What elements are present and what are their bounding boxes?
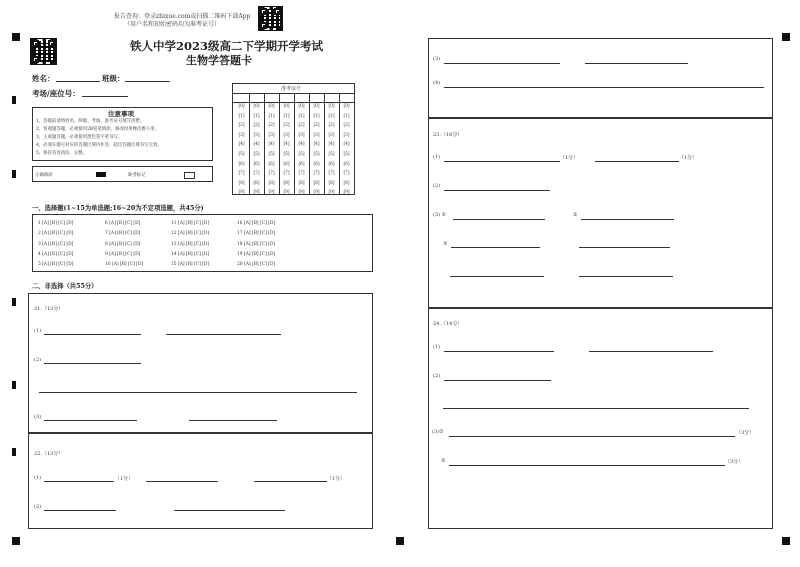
answer-line[interactable] — [579, 247, 670, 248]
section1-title: 一、选择题(1~15为单选题;16~20为不定项选题，共45分) — [32, 205, 204, 212]
ticket-digit-bubble[interactable]: [7] — [313, 171, 320, 177]
ticket-digit-bubble[interactable]: [4] — [298, 142, 305, 148]
absent-mark-label: 缺考标记 — [128, 173, 146, 178]
q24-score: （3分） — [725, 459, 744, 465]
exam-subtitle: 生物学答题卡 — [186, 54, 252, 67]
answer-line[interactable] — [444, 161, 560, 162]
ticket-digit-bubble[interactable]: [6] — [253, 161, 260, 167]
ticket-digit-bubble[interactable]: [8] — [313, 180, 320, 186]
answer-line[interactable] — [449, 436, 735, 437]
q23-part3: (3) ① — [433, 212, 447, 218]
answer-line[interactable] — [44, 420, 137, 421]
q24-answer-box — [428, 308, 773, 529]
ticket-digit-bubble[interactable]: [6] — [328, 161, 335, 167]
answer-line[interactable] — [581, 219, 674, 220]
room-field[interactable] — [82, 96, 128, 97]
absent-mark-box[interactable] — [184, 172, 195, 179]
ticket-digit-bubble[interactable]: [5] — [283, 151, 290, 157]
timing-mark — [12, 381, 16, 389]
ticket-digit-bubble[interactable]: [7] — [238, 171, 245, 177]
ticket-digit-bubble[interactable]: [8] — [328, 180, 335, 186]
ticket-digit-bubble[interactable]: [0] — [313, 104, 320, 109]
ticket-digit-bubble[interactable]: [3] — [283, 132, 290, 138]
name-label: 姓名： — [32, 74, 55, 83]
q23-part2: (2) — [433, 183, 441, 189]
ticket-digit-column[interactable] — [235, 102, 248, 198]
choice-question-row[interactable]: 2 [A] [B] [C] [D] — [38, 231, 74, 237]
ticket-digit-bubble[interactable]: [4] — [328, 142, 335, 148]
answer-line[interactable] — [585, 63, 688, 64]
name-field[interactable] — [56, 81, 100, 82]
q23-answer-box — [428, 118, 773, 308]
q22-part3: (3) — [433, 56, 441, 62]
ticket-digit-bubble[interactable]: [3] — [253, 132, 260, 138]
ticket-digit-column[interactable] — [295, 102, 308, 198]
ticket-digit-bubble[interactable]: [3] — [313, 132, 320, 138]
choice-question-row[interactable]: 3 [A] [B] [C] [D] — [38, 241, 74, 247]
ticket-digit-bubble[interactable]: [5] — [268, 151, 275, 157]
ticket-digit-bubble[interactable]: [5] — [328, 151, 335, 157]
q23-score: （1分） — [679, 155, 698, 161]
answer-line[interactable] — [174, 510, 285, 511]
timing-mark — [12, 33, 20, 41]
ticket-digit-bubble[interactable]: [9] — [298, 190, 305, 196]
answer-line[interactable] — [589, 351, 713, 352]
q23-sub3: ③ — [443, 241, 448, 247]
ticket-digit-bubble[interactable]: [9] — [238, 190, 245, 196]
ticket-digit-bubble[interactable]: [0] — [298, 104, 305, 109]
q22-answer-box — [28, 433, 373, 529]
timing-mark — [12, 448, 16, 456]
answer-line[interactable] — [449, 465, 725, 466]
q23-sub2: ② — [573, 212, 578, 218]
ticket-digit-bubble[interactable]: [0] — [283, 104, 290, 109]
q21-title: 21.（12分） — [34, 306, 64, 312]
ticket-digit-bubble[interactable]: [4] — [268, 142, 275, 148]
answer-line[interactable] — [595, 161, 679, 162]
answer-line[interactable] — [444, 63, 560, 64]
ticket-digit-bubble[interactable]: [1] — [298, 113, 305, 119]
qr-code — [258, 6, 283, 31]
q22-continued-box — [428, 38, 773, 118]
q21-part2: (2) — [34, 357, 42, 363]
ticket-digit-bubble[interactable]: [8] — [298, 180, 305, 186]
note-item: 1、答题前请将姓名、班级、考场、准考证号填写清楚。 — [36, 119, 145, 124]
timing-mark — [12, 170, 16, 178]
note-item: 4、必须在题号对应的答题区域内作答，超出答题区域书写无效。 — [36, 143, 162, 148]
choice-question-row[interactable]: 4 [A] [B] [C] [D] — [38, 251, 74, 257]
ticket-digit-column[interactable] — [325, 102, 338, 198]
answer-line[interactable] — [443, 408, 749, 409]
ticket-digit-bubble[interactable]: [0] — [253, 104, 260, 109]
ticket-digit-bubble[interactable]: [0] — [238, 104, 245, 109]
ticket-digit-bubble[interactable]: [9] — [328, 190, 335, 196]
q22-part2: (2) — [34, 504, 42, 510]
answer-line[interactable] — [44, 334, 141, 335]
choice-question-row[interactable]: 18 [A] [B] [C] [D] — [237, 241, 276, 247]
ticket-digit-bubble[interactable]: [9] — [313, 190, 320, 196]
q21-part3: (3) — [34, 414, 42, 420]
answer-line[interactable] — [444, 380, 551, 381]
ticket-digit-bubble[interactable]: [5] — [343, 151, 350, 157]
ticket-digit-bubble[interactable]: [2] — [328, 123, 335, 129]
timing-mark — [12, 96, 16, 104]
choice-question-row[interactable]: 13 [A] [B] [C] [D] — [171, 241, 210, 247]
ticket-digit-bubble[interactable]: [8] — [283, 180, 290, 186]
ticket-digit-column[interactable] — [250, 102, 263, 198]
ticket-digit-bubble[interactable]: [6] — [313, 161, 320, 167]
answer-line[interactable] — [444, 351, 554, 352]
q22-score: （1分） — [115, 476, 134, 482]
ticket-digit-bubble[interactable]: [6] — [343, 161, 350, 167]
timing-mark — [12, 298, 16, 306]
ticket-digit-bubble[interactable]: [2] — [238, 123, 245, 129]
choice-question-row[interactable]: 15 [A] [B] [C] [D] — [171, 262, 210, 268]
qr-code — [30, 38, 57, 65]
ticket-digit-bubble[interactable]: [2] — [283, 123, 290, 129]
q24-part2: (2) — [433, 373, 441, 379]
answer-line[interactable] — [444, 190, 550, 191]
answer-line[interactable] — [166, 334, 281, 335]
ticket-digit-bubble[interactable]: [4] — [253, 142, 260, 148]
q24-score: （3分） — [736, 430, 755, 436]
choice-question-row[interactable]: 11 [A] [B] [C] [D] — [171, 221, 210, 226]
ticket-digit-bubble[interactable]: [0] — [328, 104, 335, 109]
timing-mark — [782, 537, 790, 545]
answer-line[interactable] — [579, 276, 673, 277]
ticket-digit-column[interactable] — [265, 102, 278, 198]
ticket-digit-bubble[interactable]: [9] — [253, 190, 260, 196]
ticket-digit-bubble[interactable]: [3] — [298, 132, 305, 138]
answer-line[interactable] — [146, 481, 218, 482]
ticket-digit-bubble[interactable]: [3] — [238, 132, 245, 138]
q24-sub2: ② — [441, 458, 446, 464]
correct-fill-label: 正确填涂 — [35, 173, 53, 178]
report-notice-sub: （用户名和初始密码均为准考证号） — [124, 21, 221, 28]
ticket-digit-bubble[interactable]: [6] — [238, 161, 245, 167]
answer-line[interactable] — [44, 363, 141, 364]
ticket-title: 准考证号 — [281, 86, 302, 92]
choice-question-row[interactable]: 8 [A] [B] [C] [D] — [105, 241, 141, 247]
ticket-digit-bubble[interactable]: [6] — [268, 161, 275, 167]
answer-line[interactable] — [44, 481, 114, 482]
ticket-digit-bubble[interactable]: [9] — [343, 190, 350, 196]
timing-mark — [12, 537, 20, 545]
timing-mark — [396, 537, 404, 545]
ticket-digit-bubble[interactable]: [7] — [268, 171, 275, 177]
answer-line[interactable] — [254, 481, 327, 482]
choice-question-row[interactable]: 6 [A] [B] [C] [D] — [105, 221, 141, 226]
ticket-digit-bubble[interactable]: [3] — [268, 132, 275, 138]
exam-title: 铁人中学2023级高二下学期开学考试 — [130, 39, 324, 53]
section2-title: 二、非选择（共55分） — [32, 283, 98, 290]
answer-line[interactable] — [39, 392, 357, 393]
ticket-digit-bubble[interactable]: [8] — [253, 180, 260, 186]
ticket-digit-bubble[interactable]: [7] — [343, 171, 350, 177]
answer-line[interactable] — [450, 276, 544, 277]
q24-title: 24.（14分） — [433, 321, 463, 327]
choice-question-row[interactable]: 16 [A] [B] [C] [D] — [237, 221, 276, 226]
q22-part1: (1) — [34, 475, 42, 481]
answer-line[interactable] — [189, 420, 277, 421]
q23-title: 23.（16分） — [433, 132, 463, 138]
notes-title: 注意事项 — [108, 110, 134, 118]
q22-score: （1分） — [327, 476, 346, 482]
timing-mark — [782, 33, 790, 41]
ticket-digit-bubble[interactable]: [1] — [283, 113, 290, 119]
note-item: 5、保持答卷清洁、完整。 — [36, 151, 88, 156]
ticket-digit-bubble[interactable]: [1] — [313, 113, 320, 119]
ticket-digit-bubble[interactable]: [4] — [238, 142, 245, 148]
ticket-digit-bubble[interactable]: [4] — [313, 142, 320, 148]
fill-sample-box — [32, 166, 213, 182]
ticket-digit-bubble[interactable]: [2] — [313, 123, 320, 129]
q24-part1: (1) — [433, 344, 441, 350]
note-item: 3、主观题答题，必须使用黑色签字笔书写。 — [36, 135, 123, 140]
ticket-digit-bubble[interactable]: [5] — [238, 151, 245, 157]
ticket-digit-bubble[interactable]: [2] — [253, 123, 260, 129]
correct-fill-sample — [96, 172, 106, 177]
ticket-digit-bubble[interactable]: [5] — [313, 151, 320, 157]
ticket-digit-column[interactable] — [280, 102, 293, 198]
ticket-digit-bubble[interactable]: [3] — [328, 132, 335, 138]
ticket-digit-bubble[interactable]: [4] — [343, 142, 350, 148]
choice-question-row[interactable]: 5 [A] [B] [C] [D] — [38, 262, 74, 268]
ticket-digit-bubble[interactable]: [9] — [283, 190, 290, 196]
q22-title: 22.（13分） — [34, 451, 64, 457]
ticket-digit-bubble[interactable]: [8] — [343, 180, 350, 186]
ticket-digit-bubble[interactable]: [2] — [343, 123, 350, 129]
choice-question-row[interactable]: 7 [A] [B] [C] [D] — [105, 231, 141, 237]
q21-part1: (1) — [34, 328, 42, 334]
choice-question-row[interactable]: 20 [A] [B] [C] [D] — [237, 262, 276, 268]
ticket-digit-bubble[interactable]: [8] — [238, 180, 245, 186]
q21-answer-box — [28, 293, 373, 433]
ticket-digit-bubble[interactable]: [1] — [343, 113, 350, 119]
answer-line[interactable] — [453, 219, 545, 220]
choice-question-row[interactable]: 10 [A] [B] [C] [D] — [105, 262, 144, 268]
choice-question-row[interactable]: 14 [A] [B] [C] [D] — [171, 251, 210, 257]
report-notice: 报告查询：登录zhixue.com或扫描二维码下载App — [114, 13, 251, 20]
note-item: 2、客观题答题，必须使用2B铅笔填涂，修改时用橡皮擦干净。 — [36, 127, 159, 132]
ticket-digit-bubble[interactable]: [7] — [283, 171, 290, 177]
ticket-digit-bubble[interactable]: [1] — [328, 113, 335, 119]
q23-score: （1分） — [560, 155, 579, 161]
answer-line[interactable] — [44, 510, 116, 511]
choice-question-row[interactable]: 19 [A] [B] [C] [D] — [237, 251, 276, 257]
ticket-digit-bubble[interactable]: [4] — [283, 142, 290, 148]
ticket-digit-bubble[interactable]: [7] — [298, 171, 305, 177]
ticket-number-grid — [232, 83, 355, 195]
ticket-digit-bubble[interactable]: [7] — [253, 171, 260, 177]
ticket-digit-bubble[interactable]: [9] — [268, 190, 275, 196]
choice-question-row[interactable]: 9 [A] [B] [C] [D] — [105, 251, 141, 257]
class-label: 班级： — [102, 74, 125, 83]
ticket-digit-bubble[interactable]: [0] — [268, 104, 275, 109]
ticket-digit-column[interactable] — [340, 102, 353, 198]
ticket-digit-bubble[interactable]: [0] — [343, 104, 350, 109]
answer-line[interactable] — [451, 247, 540, 248]
ticket-digit-bubble[interactable]: [5] — [253, 151, 260, 157]
notes-box — [32, 107, 213, 161]
ticket-digit-bubble[interactable]: [1] — [253, 113, 260, 119]
ticket-digit-bubble[interactable]: [7] — [328, 171, 335, 177]
choice-question-row[interactable]: 1 [A] [B] [C] [D] — [38, 221, 74, 226]
room-label: 考场/座位号： — [32, 89, 80, 98]
choice-question-row[interactable]: 17 [A] [B] [C] [D] — [237, 231, 276, 237]
choice-question-row[interactable]: 12 [A] [B] [C] [D] — [171, 231, 210, 237]
q24-part3: (3)① — [432, 429, 444, 435]
ticket-digit-bubble[interactable]: [8] — [268, 180, 275, 186]
q22-part4: (4) — [433, 80, 441, 86]
choice-answer-area — [32, 214, 373, 272]
ticket-digit-bubble[interactable]: [5] — [298, 151, 305, 157]
ticket-digit-bubble[interactable]: [1] — [238, 113, 245, 119]
ticket-digit-bubble[interactable]: [2] — [298, 123, 305, 129]
answer-line[interactable] — [444, 87, 764, 88]
class-field[interactable] — [125, 81, 170, 82]
ticket-digit-bubble[interactable]: [6] — [298, 161, 305, 167]
ticket-digit-column[interactable] — [310, 102, 323, 198]
ticket-digit-bubble[interactable]: [6] — [283, 161, 290, 167]
ticket-digit-bubble[interactable]: [3] — [343, 132, 350, 138]
ticket-digit-bubble[interactable]: [1] — [268, 113, 275, 119]
q23-part1: (1) — [433, 154, 441, 160]
ticket-digit-bubble[interactable]: [2] — [268, 123, 275, 129]
